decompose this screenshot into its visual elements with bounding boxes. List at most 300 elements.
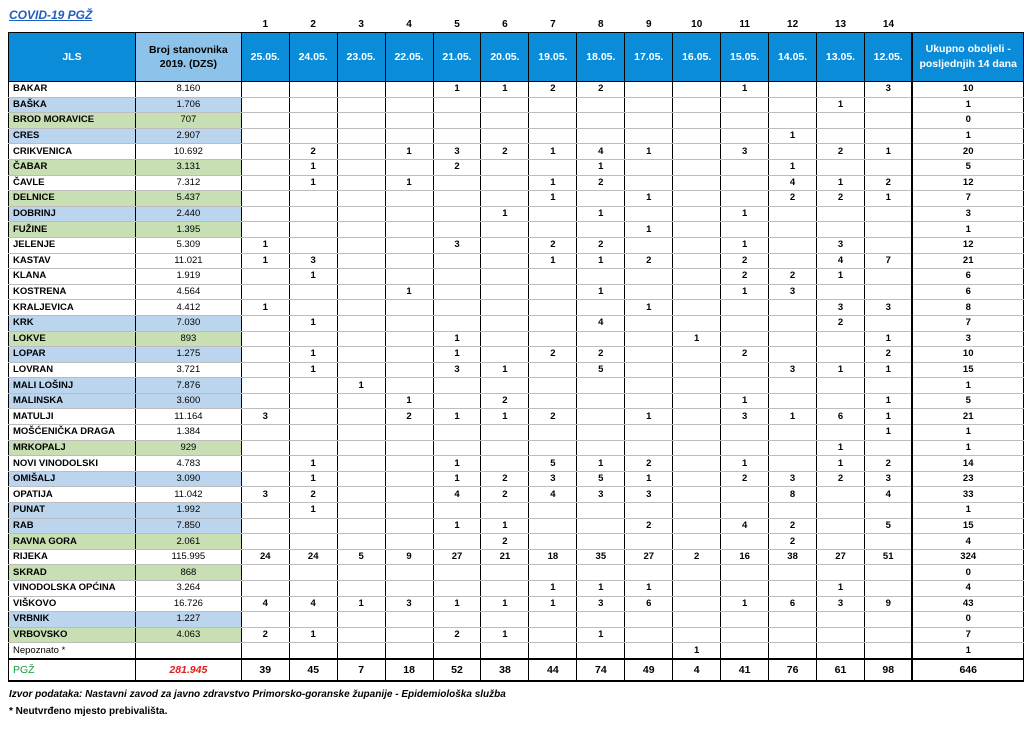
day-number: 11	[739, 18, 750, 30]
daily-cases	[864, 222, 912, 238]
daily-cases: 3	[433, 362, 481, 378]
municipality-name: SKRAD	[9, 565, 136, 581]
daily-cases	[433, 97, 481, 113]
daily-cases: 3	[433, 237, 481, 253]
table-row	[9, 549, 1024, 565]
totals-daily: 38	[481, 659, 529, 681]
daily-cases	[241, 97, 289, 113]
municipality-name: DELNICE	[9, 191, 136, 207]
daily-cases: 1	[577, 253, 625, 269]
municipality-name: KLANA	[9, 269, 136, 285]
total-cases: 1	[912, 97, 1023, 113]
table-row	[9, 159, 1024, 175]
daily-cases	[673, 440, 721, 456]
header-date: 23.05.	[337, 33, 385, 82]
daily-cases: 1	[529, 175, 577, 191]
total-cases: 23	[912, 471, 1023, 487]
table-row	[9, 237, 1024, 253]
daily-cases	[241, 144, 289, 160]
municipality-name: MRKOPALJ	[9, 440, 136, 456]
day-number: 8	[598, 18, 604, 30]
daily-cases: 1	[864, 191, 912, 207]
daily-cases	[337, 222, 385, 238]
daily-cases: 2	[433, 627, 481, 643]
daily-cases: 1	[481, 362, 529, 378]
daily-cases	[817, 82, 865, 98]
daily-cases: 1	[625, 581, 673, 597]
daily-cases	[864, 315, 912, 331]
daily-cases	[433, 378, 481, 394]
daily-cases	[769, 627, 817, 643]
total-cases: 1	[912, 128, 1023, 144]
total-cases: 0	[912, 612, 1023, 628]
daily-cases	[864, 159, 912, 175]
daily-cases: 5	[337, 549, 385, 565]
daily-cases: 1	[864, 393, 912, 409]
daily-cases	[577, 503, 625, 519]
daily-cases	[481, 612, 529, 628]
daily-cases: 3	[433, 144, 481, 160]
totals-daily: 49	[625, 659, 673, 681]
daily-cases	[529, 503, 577, 519]
daily-cases	[241, 425, 289, 441]
day-number: 4	[406, 18, 412, 30]
daily-cases: 1	[817, 362, 865, 378]
daily-cases	[385, 581, 433, 597]
daily-cases: 3	[385, 596, 433, 612]
daily-cases	[817, 503, 865, 519]
day-number: 7	[550, 18, 556, 30]
daily-cases: 6	[769, 596, 817, 612]
daily-cases	[769, 503, 817, 519]
total-cases: 7	[912, 315, 1023, 331]
day-number: 12	[787, 18, 799, 30]
daily-cases	[625, 269, 673, 285]
daily-cases: 1	[625, 191, 673, 207]
daily-cases: 27	[817, 549, 865, 565]
daily-cases: 4	[817, 253, 865, 269]
municipality-name: CRES	[9, 128, 136, 144]
daily-cases	[673, 144, 721, 160]
population-value: 5.309	[135, 237, 241, 253]
daily-cases	[337, 82, 385, 98]
daily-cases: 1	[289, 159, 337, 175]
municipality-name: BAKAR	[9, 82, 136, 98]
daily-cases	[433, 253, 481, 269]
daily-cases	[864, 643, 912, 659]
population-value: 3.600	[135, 393, 241, 409]
municipality-name: Nepoznato *	[9, 643, 136, 659]
municipality-name: VRBOVSKO	[9, 627, 136, 643]
daily-cases	[385, 378, 433, 394]
daily-cases	[673, 518, 721, 534]
daily-cases: 1	[241, 253, 289, 269]
daily-cases	[337, 534, 385, 550]
daily-cases	[481, 175, 529, 191]
table-row	[9, 206, 1024, 222]
daily-cases: 1	[864, 409, 912, 425]
daily-cases	[433, 425, 481, 441]
daily-cases	[241, 222, 289, 238]
daily-cases	[241, 269, 289, 285]
daily-cases	[769, 315, 817, 331]
daily-cases	[529, 128, 577, 144]
daily-cases: 2	[769, 269, 817, 285]
table-row	[9, 440, 1024, 456]
daily-cases	[625, 175, 673, 191]
population-value: 4.412	[135, 300, 241, 316]
daily-cases	[673, 347, 721, 363]
daily-cases: 2	[721, 347, 769, 363]
daily-cases	[673, 284, 721, 300]
daily-cases: 2	[817, 315, 865, 331]
daily-cases	[481, 159, 529, 175]
daily-cases: 2	[481, 534, 529, 550]
municipality-name: RAB	[9, 518, 136, 534]
daily-cases	[721, 534, 769, 550]
daily-cases	[385, 82, 433, 98]
daily-cases	[864, 206, 912, 222]
daily-cases	[625, 331, 673, 347]
daily-cases: 2	[529, 347, 577, 363]
daily-cases	[721, 113, 769, 129]
daily-cases	[625, 97, 673, 113]
daily-cases: 3	[577, 487, 625, 503]
daily-cases: 1	[433, 347, 481, 363]
daily-cases	[529, 113, 577, 129]
daily-cases: 1	[529, 191, 577, 207]
daily-cases	[864, 440, 912, 456]
totals-grand: 646	[912, 659, 1023, 681]
municipality-name: NOVI VINODOLSKI	[9, 456, 136, 472]
daily-cases: 2	[385, 409, 433, 425]
daily-cases: 1	[673, 643, 721, 659]
daily-cases	[721, 440, 769, 456]
daily-cases	[481, 565, 529, 581]
total-cases: 4	[912, 534, 1023, 550]
header-date: 19.05.	[529, 33, 577, 82]
daily-cases	[337, 191, 385, 207]
daily-cases	[721, 612, 769, 628]
daily-cases	[817, 534, 865, 550]
daily-cases	[481, 331, 529, 347]
daily-cases	[385, 315, 433, 331]
table-row	[9, 222, 1024, 238]
daily-cases	[337, 284, 385, 300]
daily-cases	[769, 113, 817, 129]
daily-cases: 1	[864, 362, 912, 378]
daily-cases	[433, 191, 481, 207]
population-value: 10.692	[135, 144, 241, 160]
daily-cases	[769, 612, 817, 628]
daily-cases: 1	[817, 97, 865, 113]
daily-cases	[433, 503, 481, 519]
daily-cases	[289, 300, 337, 316]
municipality-name: MATULJI	[9, 409, 136, 425]
daily-cases	[289, 113, 337, 129]
daily-cases	[337, 347, 385, 363]
totals-population: 281.945	[135, 659, 241, 681]
daily-cases	[529, 643, 577, 659]
municipality-name: KRALJEVICA	[9, 300, 136, 316]
daily-cases	[577, 269, 625, 285]
daily-cases	[241, 503, 289, 519]
daily-cases	[864, 237, 912, 253]
daily-cases	[385, 627, 433, 643]
daily-cases	[337, 487, 385, 503]
daily-cases	[481, 269, 529, 285]
daily-cases	[864, 534, 912, 550]
daily-cases: 1	[289, 627, 337, 643]
daily-cases: 1	[817, 456, 865, 472]
daily-cases	[721, 378, 769, 394]
daily-cases	[864, 565, 912, 581]
daily-cases	[625, 643, 673, 659]
daily-cases: 1	[433, 518, 481, 534]
daily-cases	[385, 113, 433, 129]
daily-cases	[577, 331, 625, 347]
daily-cases: 1	[433, 596, 481, 612]
day-number: 13	[834, 18, 847, 30]
header-date: 14.05.	[769, 33, 817, 82]
daily-cases: 1	[433, 409, 481, 425]
daily-cases	[577, 300, 625, 316]
table-body	[9, 16, 1024, 681]
daily-cases	[721, 362, 769, 378]
daily-cases	[241, 191, 289, 207]
header-date: 24.05.	[289, 33, 337, 82]
daily-cases: 1	[673, 331, 721, 347]
daily-cases	[337, 643, 385, 659]
population-value: 16.726	[135, 596, 241, 612]
daily-cases	[433, 612, 481, 628]
total-cases: 21	[912, 409, 1023, 425]
header-date: 20.05.	[481, 33, 529, 82]
daily-cases: 3	[864, 471, 912, 487]
daily-cases	[864, 581, 912, 597]
daily-cases	[481, 347, 529, 363]
daily-cases	[625, 82, 673, 98]
daily-cases	[385, 456, 433, 472]
daily-cases	[529, 284, 577, 300]
total-cases: 4	[912, 581, 1023, 597]
daily-cases	[289, 331, 337, 347]
daily-cases	[864, 284, 912, 300]
header-population: Broj stanovnika 2019. (DZS)	[135, 33, 241, 82]
daily-cases	[529, 331, 577, 347]
totals-daily: 98	[864, 659, 912, 681]
total-cases: 0	[912, 113, 1023, 129]
daily-cases	[817, 627, 865, 643]
daily-cases	[241, 393, 289, 409]
municipality-name: ČABAR	[9, 159, 136, 175]
municipality-name: MALINSKA	[9, 393, 136, 409]
daily-cases: 1	[241, 237, 289, 253]
daily-cases	[673, 612, 721, 628]
population-value: 1.384	[135, 425, 241, 441]
daily-cases: 1	[817, 440, 865, 456]
table-row	[9, 487, 1024, 503]
population-value: 893	[135, 331, 241, 347]
daily-cases: 1	[817, 581, 865, 597]
daily-cases	[481, 253, 529, 269]
daily-cases: 1	[769, 128, 817, 144]
total-cases: 1	[912, 440, 1023, 456]
daily-cases	[817, 393, 865, 409]
daily-cases	[385, 565, 433, 581]
daily-cases	[289, 97, 337, 113]
totals-daily: 39	[241, 659, 289, 681]
daily-cases	[241, 113, 289, 129]
daily-cases	[529, 565, 577, 581]
daily-cases	[864, 128, 912, 144]
daily-cases: 2	[864, 456, 912, 472]
daily-cases	[769, 331, 817, 347]
population-value: 1.227	[135, 612, 241, 628]
daily-cases	[337, 206, 385, 222]
daily-cases	[769, 456, 817, 472]
daily-cases	[337, 627, 385, 643]
day-number: 1	[262, 18, 269, 30]
footnote: * Neutvrđeno mjesto prebivališta.	[9, 706, 168, 717]
daily-cases	[721, 503, 769, 519]
daily-cases: 2	[817, 471, 865, 487]
daily-cases	[817, 159, 865, 175]
daily-cases	[529, 269, 577, 285]
daily-cases: 27	[625, 549, 673, 565]
municipality-name: FUŽINE	[9, 222, 136, 238]
total-cases: 324	[912, 549, 1023, 565]
population-value	[135, 643, 241, 659]
municipality-name: RAVNA GORA	[9, 534, 136, 550]
daily-cases	[673, 565, 721, 581]
daily-cases	[241, 440, 289, 456]
daily-cases: 1	[433, 456, 481, 472]
daily-cases	[769, 144, 817, 160]
daily-cases: 2	[673, 549, 721, 565]
daily-cases	[337, 237, 385, 253]
daily-cases	[673, 175, 721, 191]
table-row	[9, 643, 1024, 659]
daily-cases	[481, 113, 529, 129]
day-number: 2	[310, 18, 316, 30]
daily-cases	[241, 378, 289, 394]
table-row	[9, 253, 1024, 269]
population-value: 4.564	[135, 284, 241, 300]
daily-cases	[673, 237, 721, 253]
daily-cases	[433, 393, 481, 409]
daily-cases	[385, 440, 433, 456]
page-title[interactable]: COVID-19 PGŽ	[9, 8, 93, 22]
daily-cases	[673, 113, 721, 129]
table-row	[9, 175, 1024, 191]
daily-cases: 1	[721, 596, 769, 612]
daily-cases	[289, 82, 337, 98]
daily-cases	[769, 347, 817, 363]
daily-cases	[337, 175, 385, 191]
daily-cases	[721, 315, 769, 331]
total-cases: 3	[912, 331, 1023, 347]
covid-table	[8, 16, 1024, 682]
population-value: 7.312	[135, 175, 241, 191]
daily-cases	[769, 97, 817, 113]
daily-cases	[673, 378, 721, 394]
daily-cases: 6	[625, 596, 673, 612]
total-cases: 7	[912, 191, 1023, 207]
daily-cases	[433, 315, 481, 331]
daily-cases	[577, 222, 625, 238]
daily-cases	[577, 440, 625, 456]
daily-cases: 2	[817, 144, 865, 160]
daily-cases	[721, 487, 769, 503]
daily-cases	[721, 425, 769, 441]
table-row	[9, 409, 1024, 425]
total-cases: 6	[912, 284, 1023, 300]
daily-cases	[673, 362, 721, 378]
population-value: 4.783	[135, 456, 241, 472]
header-row	[9, 33, 1024, 82]
daily-cases: 2	[529, 82, 577, 98]
spacer-cell	[912, 16, 1023, 33]
daily-cases: 4	[577, 144, 625, 160]
municipality-name: LOVRAN	[9, 362, 136, 378]
daily-cases	[337, 362, 385, 378]
daily-cases	[433, 581, 481, 597]
daily-cases	[289, 518, 337, 534]
daily-cases: 2	[577, 175, 625, 191]
population-value: 3.090	[135, 471, 241, 487]
daily-cases	[577, 534, 625, 550]
daily-cases: 3	[817, 300, 865, 316]
daily-cases	[241, 82, 289, 98]
daily-cases	[385, 362, 433, 378]
daily-cases: 2	[241, 627, 289, 643]
table-row	[9, 596, 1024, 612]
daily-cases: 3	[289, 253, 337, 269]
daily-cases: 2	[529, 409, 577, 425]
total-cases: 1	[912, 222, 1023, 238]
daily-cases: 2	[625, 253, 673, 269]
daily-cases	[481, 284, 529, 300]
daily-cases	[433, 300, 481, 316]
daily-cases	[241, 347, 289, 363]
daily-cases	[481, 643, 529, 659]
daily-cases	[337, 97, 385, 113]
daily-cases	[481, 315, 529, 331]
daily-cases	[337, 440, 385, 456]
daily-cases: 1	[721, 456, 769, 472]
daily-cases: 1	[289, 503, 337, 519]
municipality-name: PUNAT	[9, 503, 136, 519]
daily-cases: 1	[577, 284, 625, 300]
daily-cases	[529, 222, 577, 238]
daily-cases: 4	[529, 487, 577, 503]
daily-cases: 3	[817, 596, 865, 612]
municipality-name: CRIKVENICA	[9, 144, 136, 160]
table-row	[9, 284, 1024, 300]
population-value: 1.395	[135, 222, 241, 238]
daily-cases	[864, 113, 912, 129]
daily-cases	[864, 612, 912, 628]
daily-cases: 9	[864, 596, 912, 612]
daily-cases: 9	[385, 549, 433, 565]
daily-cases	[337, 300, 385, 316]
daily-cases: 1	[529, 596, 577, 612]
table-row	[9, 565, 1024, 581]
daily-cases	[529, 206, 577, 222]
daily-cases	[673, 128, 721, 144]
header-date: 15.05.	[721, 33, 769, 82]
